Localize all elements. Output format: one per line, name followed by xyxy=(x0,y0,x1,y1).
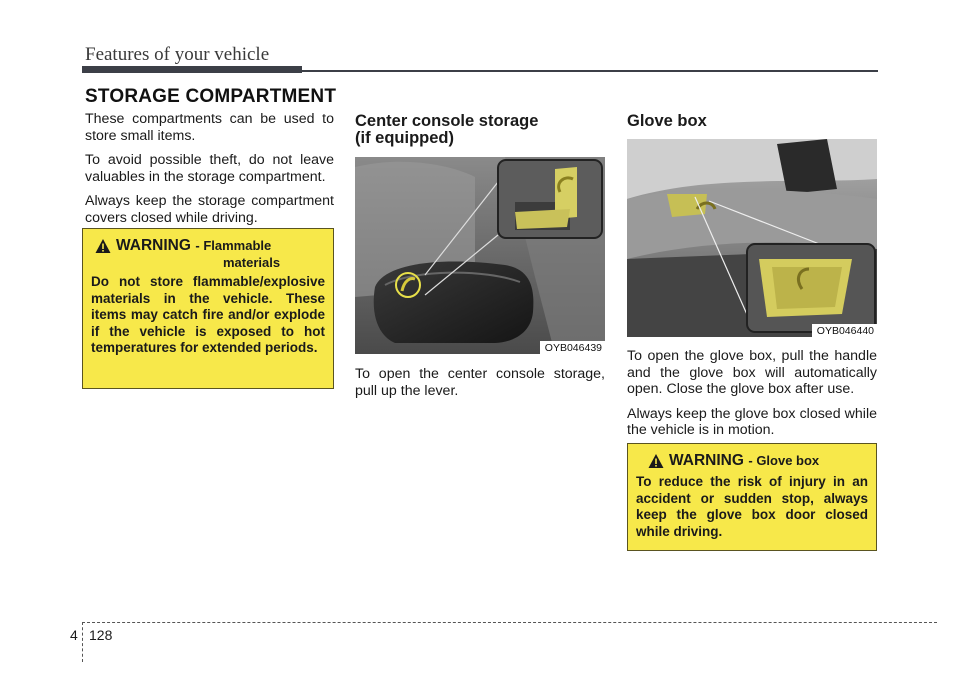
image-code: OYB046439 xyxy=(540,341,605,354)
intro-paragraph: These compartments can be used to store small items. xyxy=(85,111,334,144)
warning-text: Do not store flammable/explosive materials in the vehicle. These items may catch fire and/or explode if the vehicle is exposed to hot temperatures for extended periods. xyxy=(91,274,325,355)
header-rule xyxy=(302,70,878,72)
warning-label: WARNING xyxy=(116,237,191,254)
console-heading-line1: Center console storage xyxy=(355,112,539,130)
glovebox-paragraph: To open the glove box, pull the handle and the glove box will automatically open. Close the glove box after use. xyxy=(627,348,877,397)
warning-subject: - Flammable xyxy=(195,238,272,253)
warning-label: WARNING xyxy=(669,452,744,469)
console-storage-photo xyxy=(355,157,605,354)
console-heading xyxy=(355,113,605,147)
section-title: STORAGE COMPARTMENT xyxy=(85,86,337,107)
warning-text: To reduce the risk of injury in an accident or sudden stop, always keep the glove box door closed while driving. xyxy=(636,474,868,539)
image-code: OYB046440 xyxy=(812,324,877,337)
warning-subject-cont: materials xyxy=(223,255,281,270)
glovebox-heading: Glove box xyxy=(627,112,707,130)
glovebox-paragraph: Always keep the glove box closed while the vehicle is in motion. xyxy=(627,405,877,438)
glovebox-photo xyxy=(627,139,877,337)
intro-paragraph: Always keep the storage compartment covers closed while driving. xyxy=(85,193,334,226)
page-number: 128 xyxy=(89,627,113,643)
intro-text xyxy=(85,111,334,234)
glovebox-illustration xyxy=(627,139,877,337)
warning-box-flammable xyxy=(82,228,334,389)
warning-box-glovebox xyxy=(627,443,877,551)
intro-paragraph: To avoid possible theft, do not leave valuables in the storage compartment. xyxy=(85,152,334,185)
console-heading-line2: (if equipped) xyxy=(355,129,454,147)
footer-divider xyxy=(82,622,83,662)
footer-rule xyxy=(82,622,937,623)
header-bar xyxy=(82,66,302,73)
warning-triangle-icon xyxy=(648,453,664,469)
warning-triangle-icon xyxy=(95,238,111,254)
chapter-number: 4 xyxy=(70,627,78,643)
header-title: Features of your vehicle xyxy=(85,44,270,65)
console-text: To open the center console storage, pull up the lever. xyxy=(355,366,605,399)
glovebox-text xyxy=(627,348,877,447)
warning-subject: - Glove box xyxy=(748,453,820,468)
console-illustration xyxy=(355,157,605,354)
